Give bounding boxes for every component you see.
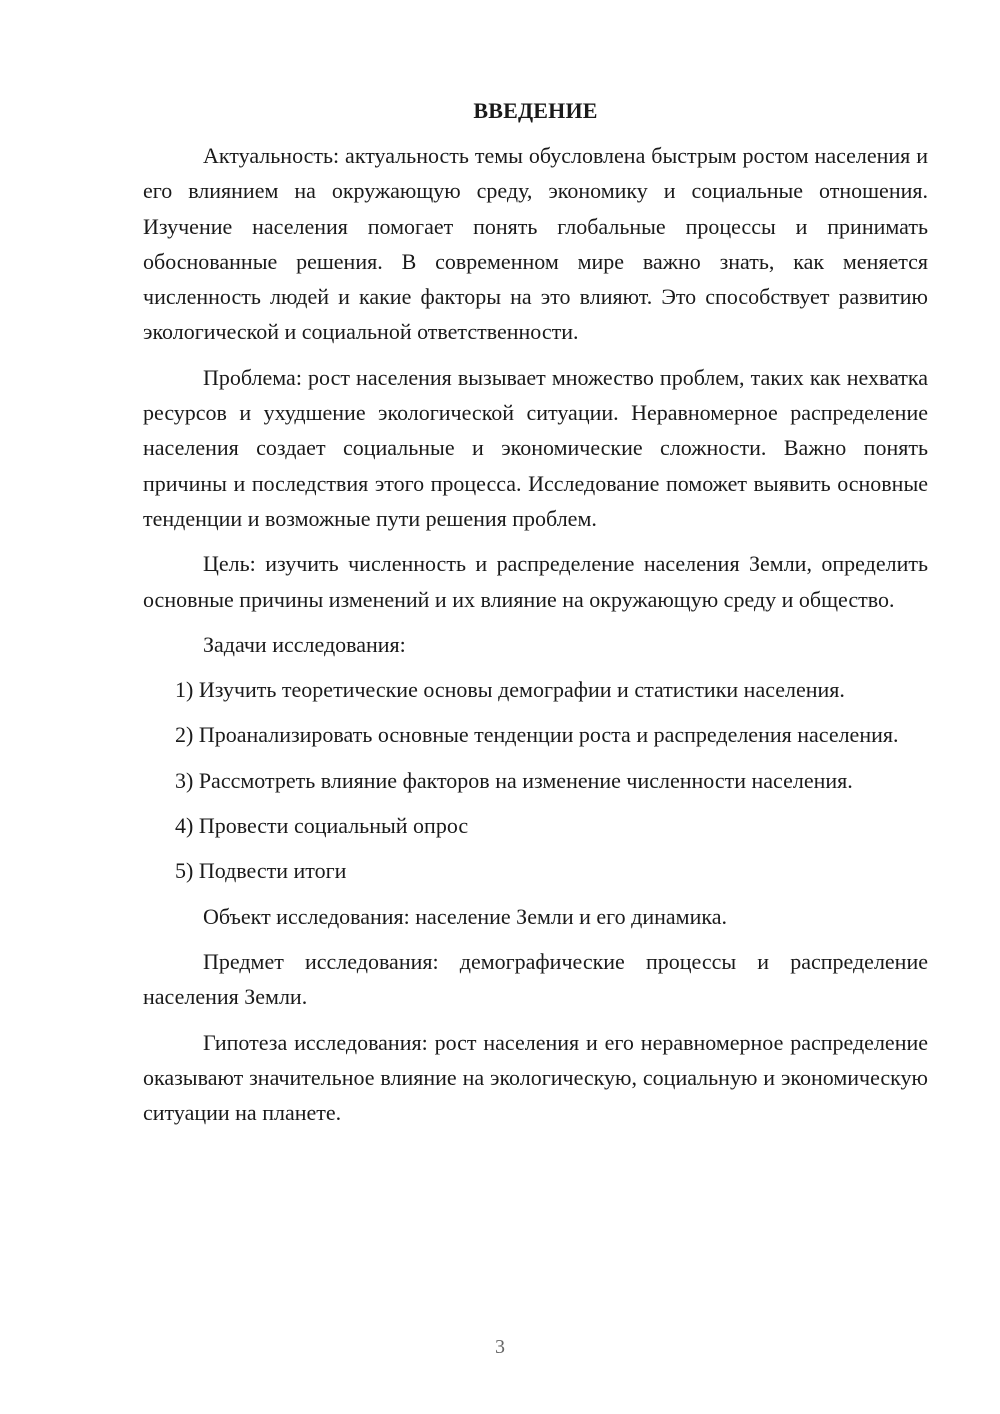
list-item: 3) Рассмотреть влияние факторов на изменение численности населения. [175,767,853,793]
goal-paragraph: Цель: изучить численность и распределение населения Земли, определить основные причины изменений и их влияние на окружающую среду и общество. [143,551,928,612]
tasks-heading: Задачи исследования: [203,631,406,657]
section-title: ВВЕДЕНИЕ [473,98,598,123]
subject-paragraph: Предмет исследования: демографические процессы и распределение населения Земли. [143,948,928,1010]
hypothesis-paragraph: Гипотеза исследования: рост населения и его неравномерное распределение оказывают значительное влияние на экологическую, социальную и экономическую ситуации на планете. [143,1029,928,1126]
tasks-list [143,672,928,888]
problem-paragraph: Проблема: рост населения вызывает множество проблем, таких как нехватка ресурсов и ухудшение экологической ситуации. Неравномерное распределение населения создает социальные и экономические сложности. Важно понять причины и последствия этого процесса. Исследование поможет выявить основные тенденции и возможные пути решения проблем. [143,364,928,531]
list-item: 5) Подвести итоги [175,858,347,884]
object-paragraph: Объект исследования: население Земли и его динамика. [203,903,727,929]
list-item: 1) Изучить теоретические основы демографии и статистики населения. [175,677,845,703]
list-item: 4) Провести социальный опрос [175,813,469,839]
page-number: 3 [495,1336,505,1358]
list-item: 2) Проанализировать основные тенденции роста и распределения населения. [175,722,899,748]
relevance-paragraph: Актуальность: актуальность темы обусловлена быстрым ростом населения и его влиянием на окружающую среду, экономику и социальные отношения. Изучение населения помогает понять глобальные процессы и принимать обоснованные решения. В современном мире важно знать, как меняется численность людей и какие факторы на это влияют. Это способствует развитию экологической и социальной ответственности. [143,143,928,345]
